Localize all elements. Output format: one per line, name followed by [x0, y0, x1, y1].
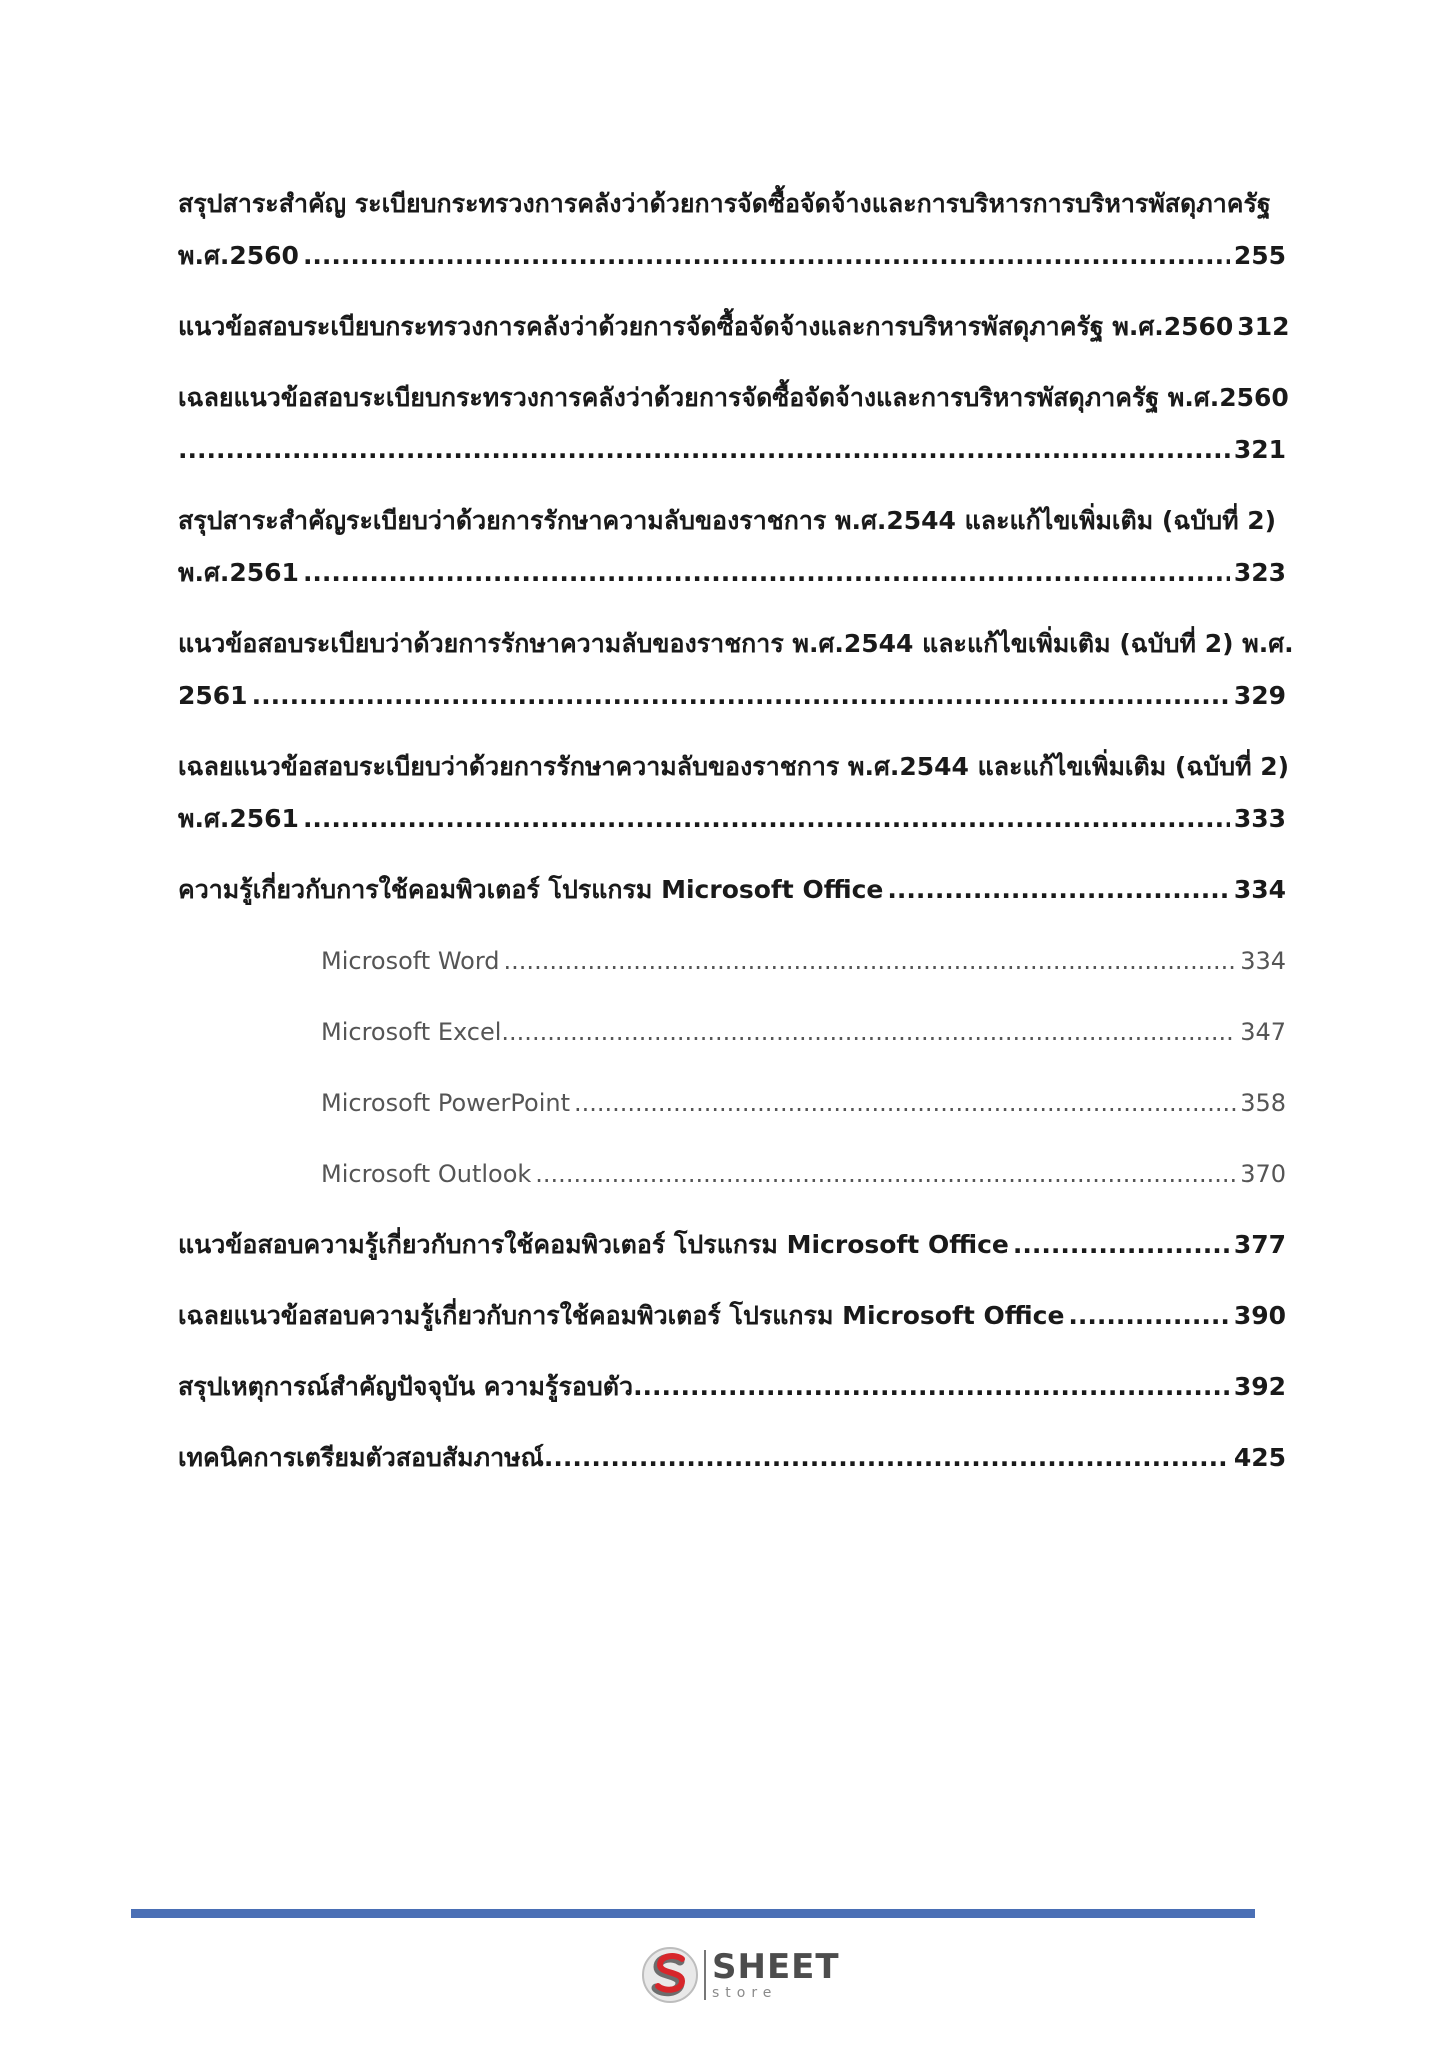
toc-entry[interactable]	[178, 301, 1290, 353]
toc-page-number: 333	[1233, 804, 1286, 833]
toc-entry[interactable]	[178, 741, 1290, 845]
toc-entry-title: ความรู้เกี่ยวกับการใช้คอมพิวเตอร์ โปรแกรม Microsoft Office	[178, 875, 884, 904]
toc-subentry[interactable]	[321, 1148, 1286, 1200]
logo-separator	[704, 1950, 706, 2000]
dot-leader	[574, 1077, 1236, 1129]
toc-entry[interactable]	[178, 1219, 1286, 1271]
dot-leader	[1013, 1219, 1230, 1271]
table-of-contents	[178, 178, 1294, 1503]
toc-page-number: 321	[1233, 435, 1286, 464]
toc-page-number: 255	[1233, 241, 1286, 270]
toc-entry[interactable]	[178, 864, 1286, 916]
sheet-store-logo	[640, 1944, 840, 2006]
toc-entry[interactable]	[178, 1361, 1286, 1413]
dot-leader	[544, 1432, 1230, 1484]
toc-entry-title-cont: พ.ศ.2561	[178, 804, 299, 833]
sheet-store-s-icon	[640, 1945, 700, 2005]
dot-leader	[501, 1006, 1236, 1058]
toc-entry-title-cont: พ.ศ.2561	[178, 558, 299, 587]
dot-leader	[252, 670, 1230, 722]
toc-page-number: 390	[1233, 1301, 1286, 1330]
dot-leader	[535, 1148, 1236, 1200]
toc-entry-title: สรุปสาระสำคัญระเบียบว่าด้วยการรักษาความลับของราชการ พ.ศ.2544 และแก้ไขเพิ่มเติม (ฉบับที่ 2)	[178, 506, 1277, 535]
toc-entry-title-cont: พ.ศ.2560	[178, 241, 299, 270]
toc-entry-title: แนวข้อสอบระเบียบว่าด้วยการรักษาความลับของราชการ พ.ศ.2544 และแก้ไขเพิ่มเติม (ฉบับที่ 2) พ.ศ.	[178, 629, 1294, 658]
toc-entry[interactable]	[178, 372, 1289, 476]
toc-entry[interactable]	[178, 1290, 1286, 1342]
toc-page-number: 329	[1233, 681, 1286, 710]
toc-entry-title: แนวข้อสอบระเบียบกระทรวงการคลังว่าด้วยการจัดซื้อจัดจ้างและการบริหารพัสดุภาครัฐ พ.ศ.2560	[178, 312, 1234, 341]
toc-entry-title-cont: 2561	[178, 681, 248, 710]
dot-leader	[1068, 1290, 1229, 1342]
toc-page-number: 377	[1233, 1230, 1286, 1259]
toc-entry-title: เฉลยแนวข้อสอบระเบียบกระทรวงการคลังว่าด้วยการจัดซื้อจัดจ้างและการบริหารพัสดุภาครัฐ พ.ศ.2560	[178, 383, 1289, 412]
toc-entry-title: แนวข้อสอบความรู้เกี่ยวกับการใช้คอมพิวเตอร์ โปรแกรม Microsoft Office	[178, 1230, 1009, 1259]
toc-subentry[interactable]	[321, 1077, 1286, 1129]
toc-page-number: 370	[1240, 1160, 1286, 1188]
logo-word: SHEET	[712, 1947, 840, 1987]
dot-leader	[504, 935, 1237, 987]
toc-subentry-title: Microsoft Excel	[321, 1018, 502, 1046]
toc-page-number: 358	[1240, 1089, 1286, 1117]
logo-subword: store	[712, 1985, 778, 2001]
toc-subentry-title: Microsoft Word	[321, 947, 500, 975]
toc-page-number: 334	[1240, 947, 1286, 975]
toc-subentry[interactable]	[321, 1006, 1286, 1058]
toc-entry-title: เทคนิคการเตรียมตัวสอบสัมภาษณ์	[178, 1443, 544, 1472]
toc-page-number: 323	[1233, 558, 1286, 587]
logo-text	[712, 1947, 840, 2001]
toc-entry[interactable]	[178, 178, 1286, 282]
toc-entry[interactable]	[178, 618, 1294, 722]
dot-leader	[178, 424, 1230, 476]
dot-leader	[303, 230, 1230, 282]
toc-entry[interactable]	[178, 495, 1286, 599]
toc-entry-title: เฉลยแนวข้อสอบความรู้เกี่ยวกับการใช้คอมพิวเตอร์ โปรแกรม Microsoft Office	[178, 1301, 1065, 1330]
dot-leader	[303, 547, 1230, 599]
toc-page-number: 334	[1233, 875, 1286, 904]
toc-entry[interactable]	[178, 1432, 1286, 1484]
toc-page-number: 392	[1233, 1372, 1286, 1401]
toc-entry-title: สรุปสาระสำคัญ ระเบียบกระทรวงการคลังว่าด้วยการจัดซื้อจัดจ้างและการบริหารการบริหารพัสดุภาครัฐ	[178, 189, 1271, 218]
dot-leader	[303, 793, 1230, 845]
toc-subentry[interactable]	[321, 935, 1286, 987]
toc-subentry-title: Microsoft PowerPoint	[321, 1089, 570, 1117]
toc-page-number: 425	[1233, 1443, 1286, 1472]
toc-page-number: 347	[1240, 1018, 1286, 1046]
toc-entry-title: เฉลยแนวข้อสอบระเบียบว่าด้วยการรักษาความลับของราชการ พ.ศ.2544 และแก้ไขเพิ่มเติม (ฉบับที่ 2)	[178, 752, 1290, 781]
toc-subentry-title: Microsoft Outlook	[321, 1160, 532, 1188]
dot-leader	[633, 1361, 1230, 1413]
dot-leader	[887, 864, 1229, 916]
toc-page-number: 312	[1237, 312, 1290, 341]
footer-rule	[131, 1909, 1255, 1918]
toc-entry-title: สรุปเหตุการณ์สำคัญปัจจุบัน ความรู้รอบตัว	[178, 1372, 634, 1401]
